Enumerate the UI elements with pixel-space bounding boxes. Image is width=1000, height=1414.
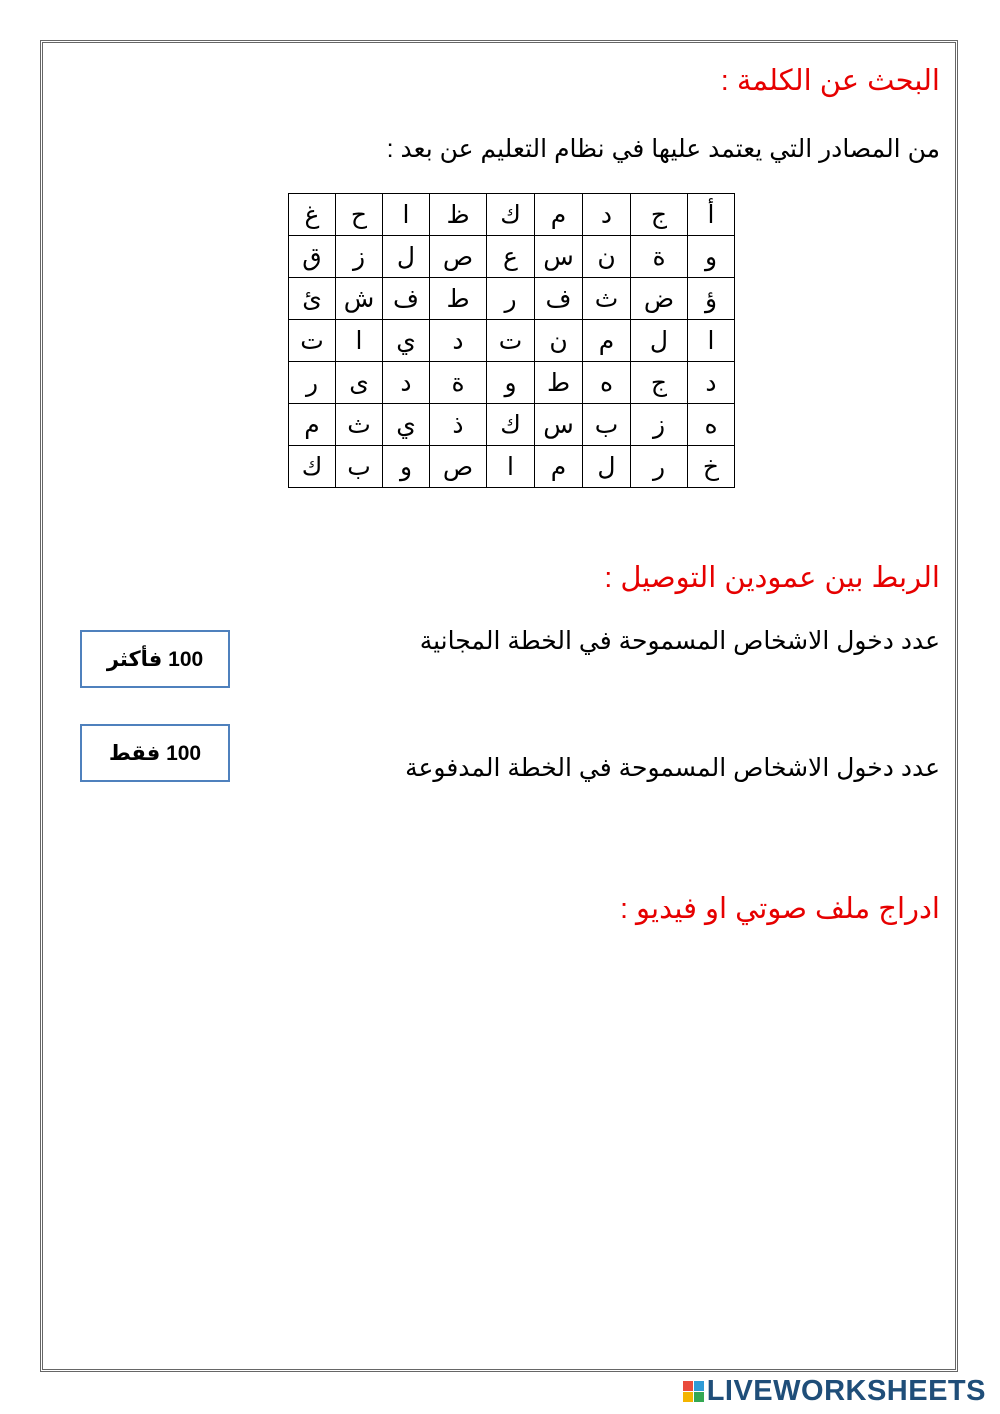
grid-cell[interactable]: ق xyxy=(289,236,336,278)
match-option-label: 100 فأكثر xyxy=(106,647,204,671)
grid-cell[interactable]: ن xyxy=(583,236,631,278)
grid-row xyxy=(289,362,735,404)
grid-row xyxy=(289,446,735,488)
grid-cell[interactable]: ؤ xyxy=(688,278,735,320)
grid-cell[interactable]: ت xyxy=(487,320,535,362)
grid-cell[interactable]: ة xyxy=(631,236,688,278)
grid-cell[interactable]: ث xyxy=(583,278,631,320)
grid-cell[interactable]: ا xyxy=(688,320,735,362)
grid-cell[interactable]: ص xyxy=(430,236,487,278)
grid-cell[interactable]: ي xyxy=(383,320,430,362)
grid-cell[interactable]: ف xyxy=(383,278,430,320)
grid-cell[interactable]: م xyxy=(289,404,336,446)
insert-media-title: ادراج ملف صوتي او فيديو : xyxy=(619,893,940,925)
grid-cell[interactable]: ا xyxy=(487,446,535,488)
grid-cell[interactable]: م xyxy=(535,194,583,236)
grid-cell[interactable]: د xyxy=(688,362,735,404)
grid-cell[interactable]: م xyxy=(583,320,631,362)
grid-row xyxy=(289,236,735,278)
grid-cell[interactable]: ك xyxy=(289,446,336,488)
liveworksheets-icon xyxy=(683,1381,704,1402)
grid-cell[interactable]: ج xyxy=(631,362,688,404)
grid-cell[interactable]: ك xyxy=(487,404,535,446)
liveworksheets-logo xyxy=(683,1375,986,1408)
grid-cell[interactable]: ي xyxy=(383,404,430,446)
grid-cell[interactable]: ث xyxy=(336,404,383,446)
grid-cell[interactable]: ف xyxy=(535,278,583,320)
grid-cell[interactable]: ط xyxy=(430,278,487,320)
word-search-title: البحث عن الكلمة : xyxy=(720,65,940,97)
grid-row xyxy=(289,194,735,236)
grid-cell[interactable]: ز xyxy=(631,404,688,446)
match-option-label: 100 فقط xyxy=(108,741,202,765)
grid-cell[interactable]: ر xyxy=(289,362,336,404)
grid-cell[interactable]: ذ xyxy=(430,404,487,446)
grid-cell[interactable]: ح xyxy=(336,194,383,236)
grid-cell[interactable]: أ xyxy=(688,194,735,236)
grid-cell[interactable]: س xyxy=(535,236,583,278)
grid-cell[interactable]: ه xyxy=(688,404,735,446)
match-option-100-only[interactable] xyxy=(80,724,230,782)
grid-cell[interactable]: ش xyxy=(336,278,383,320)
grid-cell[interactable]: و xyxy=(688,236,735,278)
matching-title: الربط بين عمودين التوصيل : xyxy=(604,562,940,594)
grid-cell[interactable]: غ xyxy=(289,194,336,236)
grid-cell[interactable]: ئ xyxy=(289,278,336,320)
grid-cell[interactable]: ه xyxy=(583,362,631,404)
grid-row xyxy=(289,320,735,362)
grid-cell[interactable]: ظ xyxy=(430,194,487,236)
grid-cell[interactable]: ل xyxy=(583,446,631,488)
grid-cell[interactable]: ص xyxy=(430,446,487,488)
grid-cell[interactable]: و xyxy=(383,446,430,488)
matching-item-paid-plan: عدد دخول الاشخاص المسموحة في الخطة المدفوعة xyxy=(405,754,940,782)
grid-cell[interactable]: ز xyxy=(336,236,383,278)
grid-cell[interactable]: ض xyxy=(631,278,688,320)
brand-text: LIVEWORKSHEETS xyxy=(706,1375,986,1407)
grid-row xyxy=(289,278,735,320)
grid-cell[interactable]: ا xyxy=(336,320,383,362)
grid-cell[interactable]: د xyxy=(430,320,487,362)
grid-cell[interactable]: ل xyxy=(383,236,430,278)
grid-cell[interactable]: ن xyxy=(535,320,583,362)
grid-cell[interactable]: د xyxy=(383,362,430,404)
grid-cell[interactable]: و xyxy=(487,362,535,404)
word-search-grid xyxy=(288,193,735,488)
grid-cell[interactable]: ا xyxy=(383,194,430,236)
match-option-100-or-more[interactable] xyxy=(80,630,230,688)
grid-cell[interactable]: خ xyxy=(688,446,735,488)
grid-cell[interactable]: ع xyxy=(487,236,535,278)
grid-cell[interactable]: ر xyxy=(631,446,688,488)
grid-cell[interactable]: س xyxy=(535,404,583,446)
word-search-prompt: من المصادر التي يعتمد عليها في نظام التعليم عن بعد : xyxy=(386,135,940,163)
grid-row xyxy=(289,404,735,446)
grid-cell[interactable]: ى xyxy=(336,362,383,404)
grid-cell[interactable]: ب xyxy=(336,446,383,488)
grid-cell[interactable]: د xyxy=(583,194,631,236)
grid-cell[interactable]: م xyxy=(535,446,583,488)
grid-cell[interactable]: ة xyxy=(430,362,487,404)
grid-cell[interactable]: ك xyxy=(487,194,535,236)
grid-cell[interactable]: ط xyxy=(535,362,583,404)
grid-cell[interactable]: ج xyxy=(631,194,688,236)
grid-cell[interactable]: ر xyxy=(487,278,535,320)
grid-cell[interactable]: ت xyxy=(289,320,336,362)
grid-cell[interactable]: ب xyxy=(583,404,631,446)
grid-cell[interactable]: ل xyxy=(631,320,688,362)
matching-item-free-plan: عدد دخول الاشخاص المسموحة في الخطة المجانية xyxy=(419,627,940,655)
